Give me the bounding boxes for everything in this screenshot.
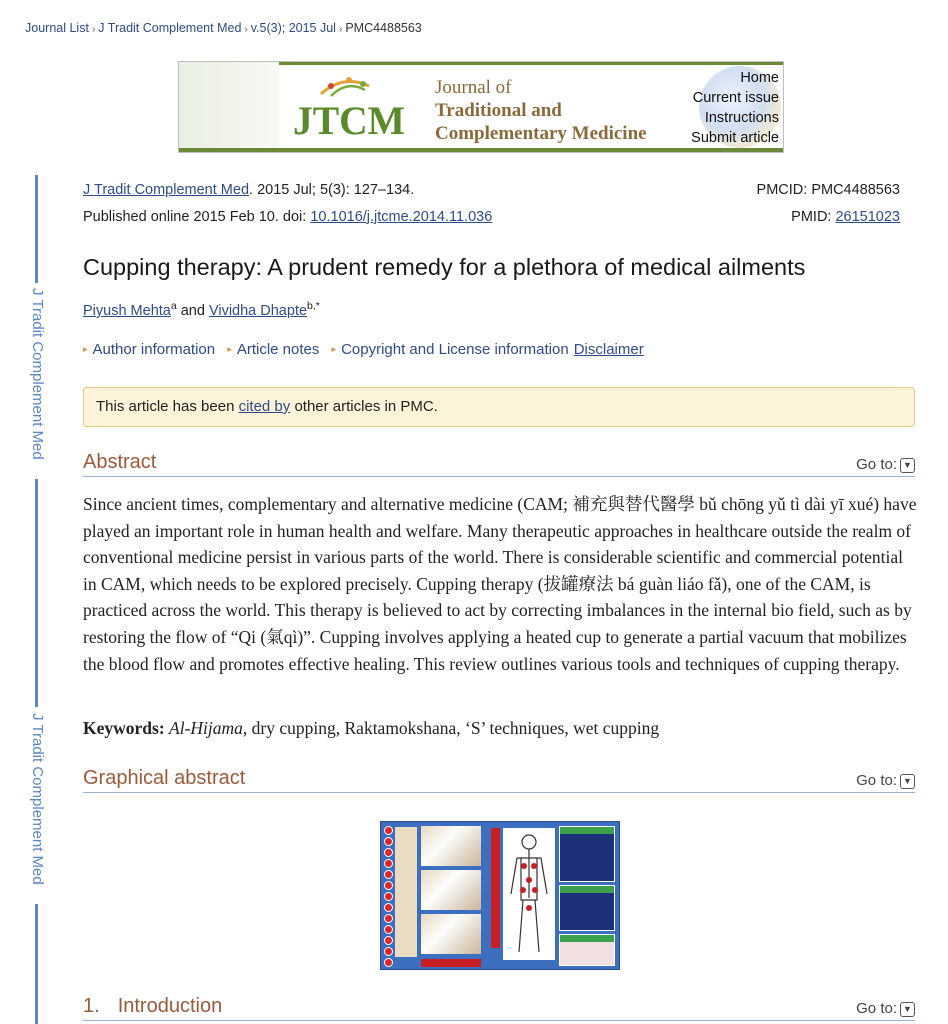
keyword-first: Al-Hijama [169, 718, 243, 738]
introduction-heading-bar [83, 993, 915, 1021]
chevron-down-icon: ▼ [900, 458, 915, 473]
graphical-abstract-image[interactable] [380, 821, 620, 970]
banner-nav-instructions[interactable]: Instructions [704, 110, 779, 126]
banner-nav-current-issue[interactable]: Current issue [692, 90, 779, 106]
journal-title-line2: Traditional and [435, 100, 562, 121]
triangle-right-icon: ▸ [83, 344, 88, 354]
figure-red-bar [491, 828, 500, 948]
author-and: and [176, 302, 209, 319]
logo-text: JTCM [293, 98, 405, 142]
banner-nav-home[interactable]: Home [740, 70, 779, 86]
author-affiliation-sup: b,* [307, 300, 320, 312]
sidebar-label-2[interactable]: J Tradit Complement Med [29, 713, 46, 885]
triangle-right-icon: ▸ [331, 344, 337, 354]
pmid-label: PMID: [791, 209, 836, 225]
banner-nav-submit-article[interactable]: Submit article [691, 130, 779, 146]
doi-link[interactable]: 10.1016/j.jtcme.2014.11.036 [310, 209, 493, 225]
abstract-heading: Abstract [83, 451, 157, 473]
sidebar-label-1[interactable]: J Tradit Complement Med [29, 288, 46, 460]
keywords-rest: , dry cupping, Raktamokshana, ‘S’ techniques, wet cupping [242, 718, 660, 738]
author-link-mehta[interactable]: Piyush Mehta [83, 302, 171, 319]
goto-menu-introduction[interactable]: Go to: ▼ [856, 1000, 915, 1017]
author-affiliation-sup: a [170, 300, 177, 312]
article-title: Cupping therapy: A prudent remedy for a plethora of medical ailments [83, 254, 806, 280]
chevron-right-icon: › [338, 24, 343, 35]
goto-menu-graphical[interactable]: Go to: ▼ [856, 772, 915, 789]
jtcm-logo-icon [291, 72, 411, 142]
introduction-heading [83, 995, 222, 1018]
article-notes-toggle[interactable]: ▸ Article notes [227, 341, 320, 358]
pmid-link[interactable]: 26151023 [835, 209, 900, 225]
human-body-icon [503, 828, 555, 960]
sidebar-journal-strip [30, 175, 44, 1024]
journal-title-line3: Complementary Medicine [435, 123, 647, 144]
author-information-toggle[interactable]: ▸ Author information [83, 341, 216, 358]
citation-ids [757, 177, 900, 231]
citation-details: . 2015 Jul; 5(3): 127–134. [249, 182, 415, 198]
figure-banner [395, 827, 417, 957]
figure-dot-column [383, 824, 393, 967]
keywords-label: Keywords: [83, 718, 165, 738]
introduction-title: Introduction [117, 995, 223, 1017]
graphical-abstract-heading: Graphical abstract [83, 767, 246, 789]
cited-by-link[interactable]: cited by [238, 398, 291, 415]
pmcid: PMCID: PMC4488563 [756, 182, 900, 198]
citation-block [83, 177, 492, 231]
copyright-toggle[interactable]: ▸ Copyright and License information [331, 341, 569, 358]
goto-menu-abstract[interactable]: Go to: ▼ [856, 456, 915, 473]
author-link-dhapte[interactable]: Vividha Dhapte [208, 302, 308, 319]
keywords [83, 718, 659, 739]
breadcrumb-journal[interactable]: J Tradit Complement Med [98, 21, 242, 35]
sidebar-rule [35, 904, 38, 1024]
banner-nav [691, 68, 779, 148]
leaf-decoration [179, 62, 279, 152]
figure-info-panels [559, 826, 615, 965]
chevron-down-icon: ▼ [900, 1002, 915, 1017]
abstract-heading-bar [83, 449, 915, 477]
breadcrumb-journal-list[interactable]: Journal List [25, 21, 89, 35]
figure-photos [421, 826, 481, 956]
author-list [83, 300, 320, 319]
breadcrumb-issue[interactable]: v.5(3); 2015 Jul [250, 21, 336, 35]
figure-caption-bar [421, 959, 481, 967]
breadcrumb-current: PMC4488563 [345, 21, 422, 35]
sidebar-rule [35, 479, 38, 707]
journal-title-line1: Journal of [435, 77, 512, 98]
sidebar-rule [35, 175, 38, 283]
journal-title [435, 76, 647, 145]
disclaimer-link[interactable]: Disclaimer [573, 341, 644, 358]
journal-banner [178, 61, 784, 153]
section-number: 1. [83, 995, 100, 1017]
cited-by-prefix: This article has been [96, 398, 239, 415]
chevron-right-icon: › [244, 24, 248, 35]
article-info-links [83, 341, 644, 358]
abstract-text: Since ancient times, complementary and alternative medicine (CAM; 補充與替代醫學 bǔ chōng yǔ tì dài yī xué) have played an important role in human health and welfare. Many therapeutic approaches in healthcare outside the realm of conventional medicine persist in various parts of the world. There is considerable scientific and commercial potential in CAM, which needs to be explored precisely. Cupping therapy (拔罐療法 bá guàn liáo fǎ), one of the CAM, is practiced across the world. This therapy is believed to act by correcting imbalances in the internal bio field, such as by restoring the flow of “Qi (氣qì)”. Cupping involves applying a heated cup to generate a partial vacuum that mobilizes the blood flow and promotes effective healing. This review outlines various tools and techniques of cupping therapy. [83, 494, 917, 674]
graphical-abstract-heading-bar [83, 765, 915, 793]
journal-link[interactable]: J Tradit Complement Med [83, 182, 250, 198]
banner-bottom-bar [179, 148, 783, 152]
chevron-right-icon: › [91, 24, 96, 35]
cited-by-notice [83, 387, 915, 427]
cited-by-suffix: other articles in PMC. [290, 398, 438, 415]
published-online: Published online 2015 Feb 10. doi: [83, 209, 311, 225]
triangle-right-icon: ▸ [227, 344, 232, 354]
breadcrumb [25, 21, 422, 35]
chevron-down-icon: ▼ [900, 774, 915, 789]
